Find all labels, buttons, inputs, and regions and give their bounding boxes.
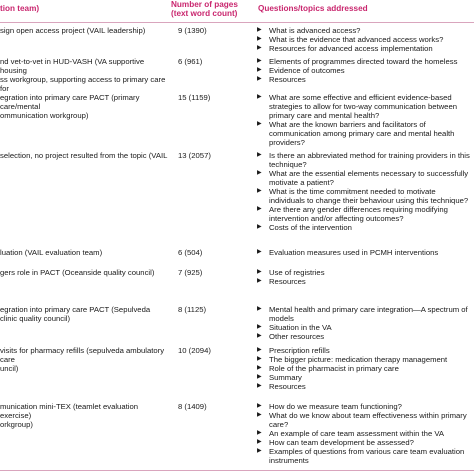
col-header-pages: Number of pages (text word count) [171,0,238,18]
team-cell: egration into primary care PACT (primary care/mental ommunication workgroup) [0,93,140,120]
topic-text: Situation in the VA [269,323,332,332]
topic-text: Evidence of outcomes [269,66,345,75]
bullet-arrow-icon: ▶ [257,269,262,275]
topic-item [257,305,472,323]
topic-item [257,205,472,223]
topic-text: Elements of programmes directed toward the homeless [269,57,458,66]
team-cell: egration into primary care PACT (Sepulveda clinic quality council) [0,305,151,323]
pages-cell: 6 (504) [178,248,203,257]
topic-text: Use of registries [269,268,325,277]
topic-item [257,44,472,53]
topic-item [257,120,472,147]
topic-item [257,26,472,35]
topic-text: Resources [269,75,306,84]
bullet-arrow-icon: ▶ [257,306,262,312]
topic-text: How can team development be assessed? [269,438,414,447]
topics-list [257,268,472,286]
topic-item [257,151,472,169]
pages-cell: 13 (2057) [178,151,211,160]
pages-cell: 7 (925) [178,268,203,277]
bullet-arrow-icon: ▶ [257,403,262,409]
pages-cell: 8 (1125) [178,305,207,314]
topic-text: Is there an abbreviated method for training providers in this technique? [269,151,470,169]
topics-list [257,248,472,257]
topic-text: How do we measure team functioning? [269,402,402,411]
pages-cell: 10 (2094) [178,346,211,355]
topics-list [257,26,472,53]
topic-text: Role of the pharmacist in primary care [269,364,399,373]
topic-item [257,373,472,382]
bullet-arrow-icon: ▶ [257,170,262,176]
topic-text: What are the essential elements necessary to successfully motivate a patient? [269,169,469,187]
topics-list [257,305,472,341]
topic-text: Summary [269,373,302,382]
topic-item [257,248,472,257]
topic-item [257,438,472,447]
topic-item [257,277,472,286]
topic-item [257,223,472,232]
topic-text: The bigger picture: medication therapy management [269,355,448,364]
topic-item [257,323,472,332]
topic-text: What are the known barriers and facilitators of communication among primary care and mental health providers? [269,120,455,147]
topic-text: Resources [269,277,306,286]
topic-text: Prescription refills [269,346,330,355]
topics-list [257,93,472,147]
bullet-arrow-icon: ▶ [257,412,262,418]
topics-list [257,346,472,391]
bullet-arrow-icon: ▶ [257,365,262,371]
bullet-arrow-icon: ▶ [257,448,262,454]
table-bottom-rule [0,470,474,471]
topic-item [257,429,472,438]
bullet-arrow-icon: ▶ [257,67,262,73]
pages-cell: 6 (961) [178,57,203,66]
topic-text: Examples of questions from various care team evaluation instruments [269,447,465,465]
topic-item [257,93,472,120]
topic-text: Evaluation measures used in PCMH interventions [269,248,439,257]
topic-item [257,411,472,429]
bullet-arrow-icon: ▶ [257,430,262,436]
bullet-arrow-icon: ▶ [257,249,262,255]
topics-list [257,402,472,465]
topic-text: Resources [269,382,306,391]
bullet-arrow-icon: ▶ [257,347,262,353]
col-header-team: tion team) [0,4,40,13]
team-cell: gers role in PACT (Oceanside quality council) [0,268,155,277]
pages-cell: 15 (1159) [178,93,211,102]
topic-item [257,332,472,341]
topic-item [257,169,472,187]
topic-item [257,75,472,84]
bullet-arrow-icon: ▶ [257,36,262,42]
team-cell: sign open access project (VAIL leadership) [0,26,146,35]
topic-item [257,35,472,44]
topic-item [257,382,472,391]
topic-text: What is advanced access? [269,26,361,35]
topic-text: Costs of the intervention [269,223,352,232]
bullet-arrow-icon: ▶ [257,374,262,380]
team-cell: munication mini-TEX (teamlet evaluation exercise) orkgroup) [0,402,139,429]
topic-text: Are there any gender differences requiring modifying intervention and/or affecting outcomes? [269,205,448,223]
topic-item [257,268,472,277]
bullet-arrow-icon: ▶ [257,333,262,339]
topic-text: What are some effective and efficient evidence-based strategies to allow for two-way communication between primary care and mental health? [269,93,458,120]
bullet-arrow-icon: ▶ [257,439,262,445]
topic-text: An example of care team assessment within the VA [269,429,445,438]
topic-text: Resources for advanced access implementation [269,44,433,53]
bullet-arrow-icon: ▶ [257,27,262,33]
topic-text: What do we know about team effectiveness within primary care? [269,411,467,429]
bullet-arrow-icon: ▶ [257,121,262,127]
bullet-arrow-icon: ▶ [257,94,262,100]
bullet-arrow-icon: ▶ [257,58,262,64]
bullet-arrow-icon: ▶ [257,224,262,230]
pages-cell: 8 (1409) [178,402,207,411]
team-cell: nd vet-to-vet in HUD-VASH (VA supportive housing ss workgroup, supporting access to primary care for [0,57,166,93]
topics-list [257,151,472,232]
topic-item [257,66,472,75]
topic-text: What is the evidence that advanced access works? [269,35,444,44]
bullet-arrow-icon: ▶ [257,45,262,51]
bullet-arrow-icon: ▶ [257,206,262,212]
topic-item [257,187,472,205]
bullet-arrow-icon: ▶ [257,76,262,82]
topic-item [257,346,472,355]
pages-cell: 9 (1390) [178,26,207,35]
bullet-arrow-icon: ▶ [257,188,262,194]
team-cell: visits for pharmacy refills (sepulveda ambulatory care uncil) [0,346,165,373]
topic-item [257,355,472,364]
bullet-arrow-icon: ▶ [257,356,262,362]
topics-list [257,57,472,84]
col-header-questions: Questions/topics addressed [258,4,368,13]
topic-item [257,447,472,465]
bullet-arrow-icon: ▶ [257,152,262,158]
topic-item [257,402,472,411]
topic-item [257,364,472,373]
team-cell: selection, no project resulted from the topic (VAIL [0,151,168,160]
topic-text: Other resources [269,332,325,341]
topic-text: What is the time commitment needed to motivate individuals to change their behaviour using this technique? [269,187,469,205]
team-cell: luation (VAIL evaluation team) [0,248,103,257]
bullet-arrow-icon: ▶ [257,324,262,330]
bullet-arrow-icon: ▶ [257,383,262,389]
topic-text: Mental health and primary care integration—A spectrum of models [269,305,468,323]
bullet-arrow-icon: ▶ [257,278,262,284]
table-header [0,0,474,23]
topic-item [257,57,472,66]
